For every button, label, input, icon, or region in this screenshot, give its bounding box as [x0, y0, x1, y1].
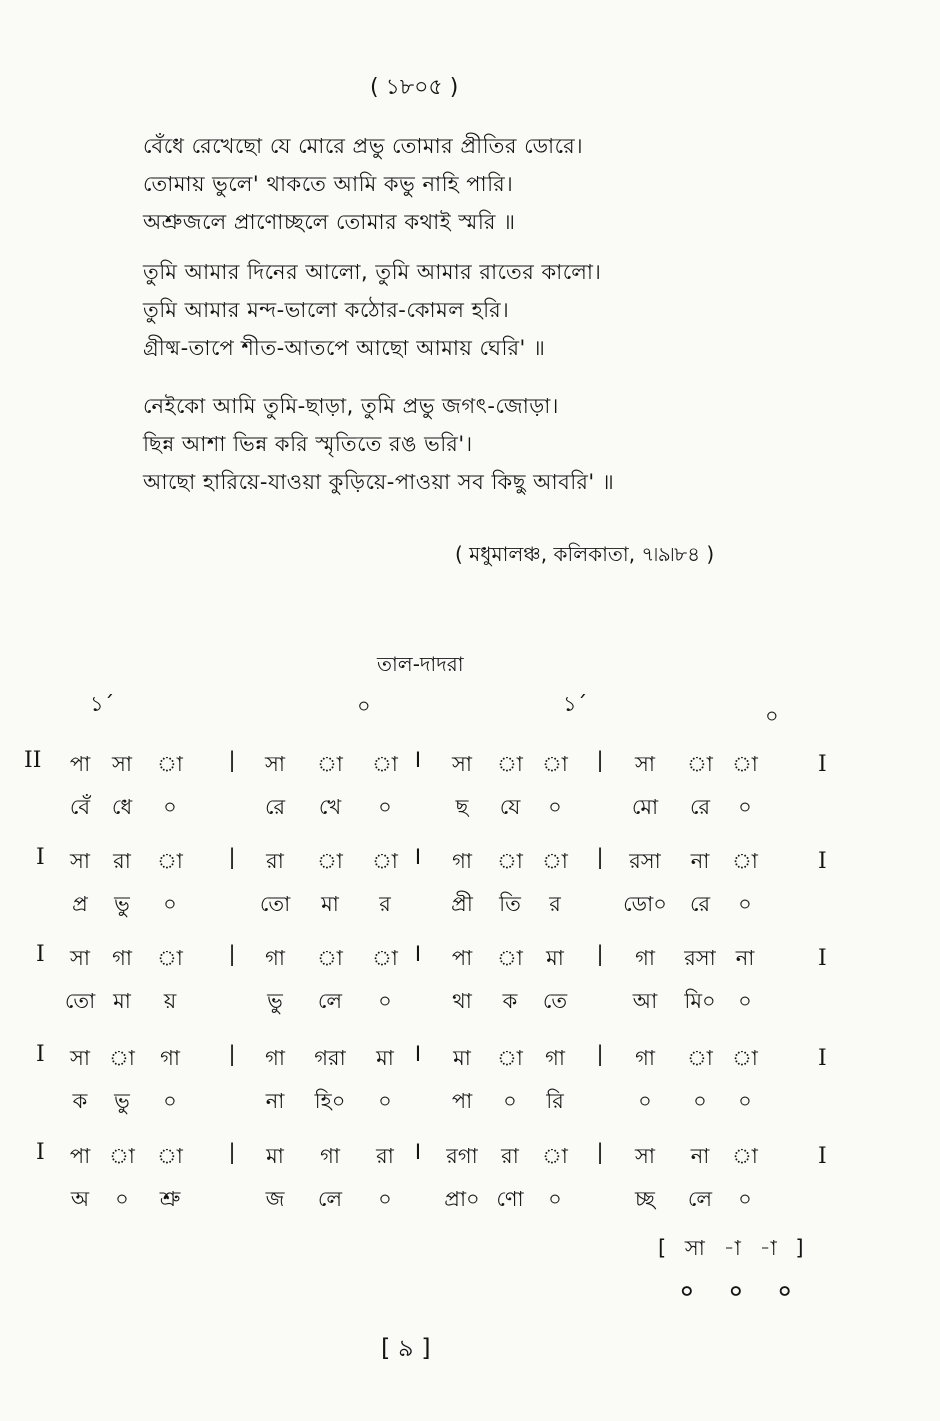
swara-cell: I	[414, 845, 422, 869]
lyric-syllable: র	[549, 892, 561, 916]
row-end-bar: I	[818, 1144, 827, 1169]
lyric-syllable: তো	[64, 989, 96, 1013]
lyric-syllable: না	[265, 1089, 285, 1113]
swara-cell: রগা	[446, 1144, 478, 1168]
row-end-bar: I	[818, 1046, 827, 1071]
lyric-syllable: লে	[687, 1187, 713, 1211]
row-start-bar: II	[24, 748, 42, 773]
swara-cell: |	[228, 942, 236, 966]
lyric-syllable: ভু	[114, 892, 130, 916]
swara-cell: সা	[265, 752, 285, 776]
swara-cell: া	[497, 946, 523, 970]
row-start-bar: I	[36, 1042, 45, 1067]
swara-cell: া	[732, 752, 758, 776]
swara-cell: া	[109, 1046, 135, 1070]
lyric-syllable: ০	[503, 1089, 517, 1113]
swara-cell: া	[372, 849, 398, 873]
lyric-syllable: তো	[259, 892, 291, 916]
lyric-line: তুমি আমার মন্দ-ভালো কঠোর-কোমল হরি।	[143, 298, 510, 322]
swara-cell: া	[109, 1144, 135, 1168]
lyric-syllable: যে	[499, 795, 521, 819]
lyric-syllable: ০	[378, 1187, 392, 1211]
lyric-syllable: ০	[738, 892, 752, 916]
lyric-syllable: ০	[378, 795, 392, 819]
lyric-line: ছিন্ন আশা ভিন্ন করি স্মৃতিতে রঙ ভরি'।	[143, 432, 473, 456]
lyric-syllable: মো	[631, 795, 659, 819]
lyric-syllable: ধে	[111, 795, 133, 819]
lyric-line: নেইকো আমি তুমি-ছাড়া, তুমি প্রভু জগৎ-জোড়া।	[143, 394, 559, 418]
swara-cell: া	[732, 1046, 758, 1070]
lyric-syllable: লে	[317, 1187, 343, 1211]
swara-cell: গা	[265, 1046, 285, 1070]
lyric-syllable: তি	[499, 892, 521, 916]
swara-cell: |	[596, 942, 604, 966]
swara-cell: মা	[546, 946, 564, 970]
swara-cell: রা	[376, 1144, 394, 1168]
swara-cell: রা	[266, 849, 284, 873]
lyric-syllable: ক	[502, 989, 518, 1013]
swara-cell: মা	[376, 1046, 394, 1070]
lyric-syllable: থা	[452, 989, 472, 1013]
swara-cell: া	[372, 752, 398, 776]
lyric-syllable: ০	[548, 795, 562, 819]
lyric-syllable: পা	[451, 1089, 473, 1113]
swara-cell: রসা	[629, 849, 661, 873]
lyric-syllable: ণো	[496, 1187, 524, 1211]
lyric-line: অশ্রুজলে প্রাণোচ্ছলে তোমার কথাই স্মরি ॥	[143, 210, 516, 234]
lyric-syllable: ০	[738, 1187, 752, 1211]
lyric-syllable: ০	[163, 795, 177, 819]
lyric-syllable: ০	[378, 989, 392, 1013]
lyric-syllable: তে	[542, 989, 568, 1013]
swara-cell: |	[596, 1042, 604, 1066]
lyric-syllable: ০	[548, 1187, 562, 1211]
swara-cell: পা	[69, 1144, 91, 1168]
lyric-syllable: ০	[738, 989, 752, 1013]
lyric-syllable: ০	[163, 892, 177, 916]
row-start-bar: I	[36, 1140, 45, 1165]
swara-cell: পা	[451, 946, 473, 970]
swara-cell: া	[542, 752, 568, 776]
swara-cell: া	[732, 1144, 758, 1168]
lyric-syllable: আ	[632, 989, 658, 1013]
swara-cell: সা	[70, 1046, 90, 1070]
row-end-bar: I	[818, 849, 827, 874]
swara-cell: I	[414, 942, 422, 966]
extra-swara: [ সা -া -া ]	[658, 1236, 810, 1260]
beat-marker: ০	[765, 704, 779, 728]
swara-cell: I	[414, 1140, 422, 1164]
swara-cell: া	[687, 752, 713, 776]
lyric-syllable: প্রী	[451, 892, 473, 916]
swara-cell: না	[690, 1144, 710, 1168]
swara-cell: রা	[501, 1144, 519, 1168]
lyric-syllable: খে	[318, 795, 342, 819]
swara-cell: |	[228, 845, 236, 869]
lyric-syllable: চ্ছ	[635, 1187, 655, 1211]
lyric-syllable: ছ	[455, 795, 469, 819]
swara-cell: া	[542, 1144, 568, 1168]
swara-cell: মা	[266, 1144, 284, 1168]
lyric-syllable: ০	[163, 1089, 177, 1113]
lyric-syllable: প্র	[72, 892, 88, 916]
swara-cell: গরা	[314, 1046, 346, 1070]
swara-cell: া	[497, 849, 523, 873]
swara-cell: গা	[545, 1046, 565, 1070]
lyric-syllable: অ	[70, 1187, 90, 1211]
swara-cell: না	[690, 849, 710, 873]
lyric-syllable: মা	[321, 892, 339, 916]
row-start-bar: I	[36, 845, 45, 870]
swara-cell: সা	[112, 752, 132, 776]
swara-cell: |	[228, 1042, 236, 1066]
page-number-top: ( ১৮০৫ )	[370, 75, 459, 100]
source-citation: ( মধুমালঞ্চ, কলিকাতা, ৭৷৯৷৮৪ )	[455, 542, 715, 566]
swara-cell: |	[228, 1140, 236, 1164]
swara-cell: |	[596, 845, 604, 869]
lyric-syllable: জ	[265, 1187, 285, 1211]
lyric-syllable: বেঁ	[69, 795, 91, 819]
swara-cell: া	[317, 752, 343, 776]
lyric-line: তোমায় ভুলে' থাকতে আমি কভু নাহি পারি।	[143, 172, 514, 196]
lyric-syllable: ভু	[267, 989, 283, 1013]
lyric-syllable: হি০	[314, 1089, 346, 1113]
swara-cell: া	[687, 1046, 713, 1070]
lyric-syllable: রে	[689, 795, 711, 819]
lyric-syllable: প্রা০	[444, 1187, 480, 1211]
beat-marker: ১´	[563, 692, 588, 716]
swara-cell: া	[317, 946, 343, 970]
lyric-syllable: ভু	[114, 1089, 130, 1113]
lyric-line: আছো হারিয়ে-যাওয়া কুড়িয়ে-পাওয়া সব কিছু আবরি' ॥	[143, 470, 615, 494]
page-number-bottom: [ ৯ ]	[381, 1334, 431, 1362]
beat-marker: ০	[357, 694, 371, 718]
lyric-line: তুমি আমার দিনের আলো, তুমি আমার রাতের কালো।	[143, 260, 602, 284]
lyric-line: গ্রীষ্ম-তাপে শীত-আতপে আছো আমায় ঘেরি' ॥	[143, 336, 546, 360]
lyric-syllable: ডো০	[623, 892, 667, 916]
swara-cell: I	[414, 748, 422, 772]
lyric-syllable: রি	[546, 1089, 564, 1113]
lyric-syllable: রে	[689, 892, 711, 916]
swara-cell: া	[372, 946, 398, 970]
swara-cell: গা	[452, 849, 472, 873]
lyric-syllable: য়	[163, 989, 177, 1013]
lyric-syllable: র	[379, 892, 391, 916]
swara-cell: পা	[69, 752, 91, 776]
swara-cell: গা	[160, 1046, 180, 1070]
swara-cell: া	[497, 1046, 523, 1070]
swara-cell: গা	[320, 1144, 340, 1168]
swara-cell: া	[157, 1144, 183, 1168]
swara-cell: া	[317, 849, 343, 873]
beat-marker: ১´	[90, 692, 115, 716]
swara-cell: সা	[635, 752, 655, 776]
swara-cell: |	[596, 748, 604, 772]
extra-words: ০ ০ ০	[680, 1279, 806, 1303]
lyric-syllable: ০	[115, 1187, 129, 1211]
lyric-syllable: মা	[113, 989, 131, 1013]
swara-cell: সা	[452, 752, 472, 776]
swara-cell: |	[596, 1140, 604, 1164]
lyric-syllable: লে	[317, 989, 343, 1013]
swara-cell: া	[157, 752, 183, 776]
swara-cell: রসা	[684, 946, 716, 970]
swara-cell: া	[157, 849, 183, 873]
swara-cell: া	[497, 752, 523, 776]
swara-cell: সা	[70, 849, 90, 873]
swara-cell: না	[735, 946, 755, 970]
swara-cell: I	[414, 1042, 422, 1066]
swara-cell: গা	[112, 946, 132, 970]
swara-cell: া	[732, 849, 758, 873]
swara-cell: া	[542, 849, 568, 873]
lyric-line: বেঁধে রেখেছো যে মোরে প্রভু তোমার প্রীতির ডোরে।	[143, 134, 584, 158]
lyric-syllable: ০	[638, 1089, 652, 1113]
lyric-syllable: রে	[264, 795, 286, 819]
swara-cell: গা	[635, 946, 655, 970]
lyric-syllable: শ্রু	[159, 1187, 181, 1211]
swara-cell: া	[157, 946, 183, 970]
swara-cell: মা	[453, 1046, 471, 1070]
row-start-bar: I	[36, 942, 45, 967]
swara-cell: সা	[635, 1144, 655, 1168]
lyric-syllable: ০	[693, 1089, 707, 1113]
swara-cell: |	[228, 748, 236, 772]
lyric-syllable: ০	[378, 1089, 392, 1113]
lyric-syllable: ০	[738, 795, 752, 819]
swara-cell: রা	[113, 849, 131, 873]
lyric-syllable: ক	[72, 1089, 88, 1113]
lyric-syllable: মি০	[684, 989, 716, 1013]
swara-cell: সা	[70, 946, 90, 970]
tala-title: তাল-দাদরা	[377, 652, 464, 676]
swara-cell: গা	[265, 946, 285, 970]
lyric-syllable: ০	[738, 1089, 752, 1113]
row-end-bar: I	[818, 752, 827, 777]
row-end-bar: I	[818, 946, 827, 971]
swara-cell: গা	[635, 1046, 655, 1070]
